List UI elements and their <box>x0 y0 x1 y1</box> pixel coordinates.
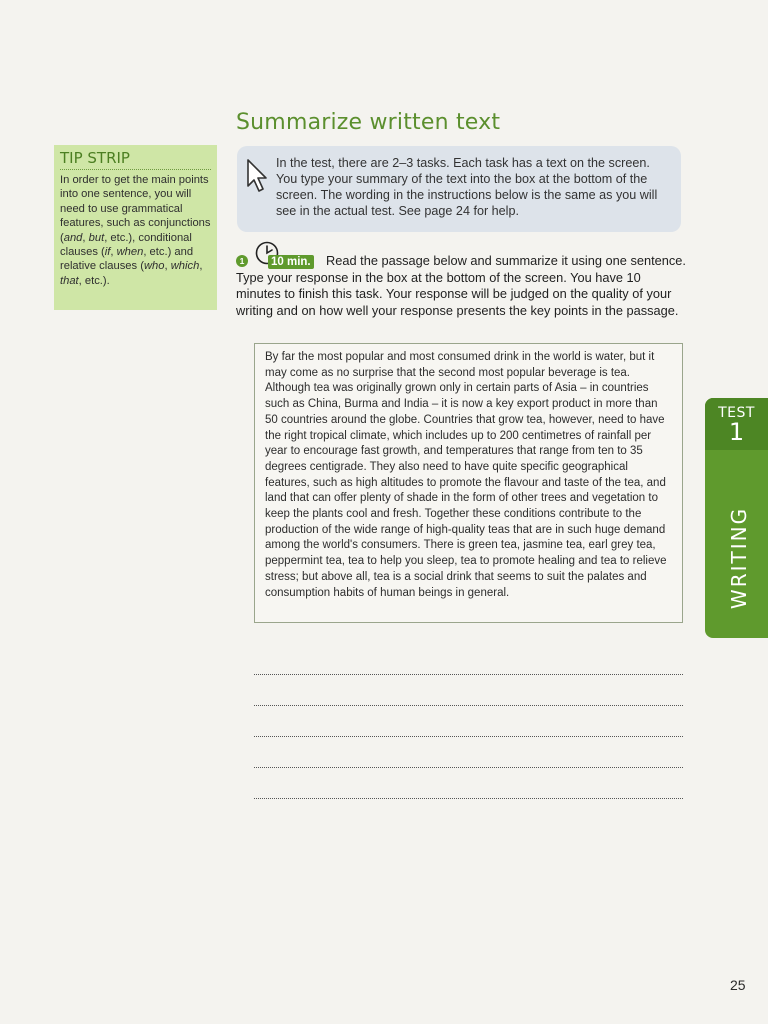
tip-strip-text <box>60 173 211 288</box>
timer <box>254 240 320 272</box>
answer-line-1[interactable] <box>254 674 683 675</box>
side-tab <box>705 398 768 638</box>
tip-word-who: who <box>143 260 165 273</box>
tip-word-if: if <box>104 246 111 259</box>
tip-sep-4: , <box>199 260 203 273</box>
test-number: 1 <box>728 418 745 446</box>
answer-line-4[interactable] <box>254 767 683 768</box>
tip-word-when: when <box>116 246 144 259</box>
info-box <box>237 146 681 232</box>
passage-box <box>254 343 683 623</box>
tip-word-but: but <box>88 231 105 244</box>
tip-text-4: , etc.). <box>78 274 110 287</box>
instruction-line-1: Read the passage below and summarize it using one sentence. <box>326 253 686 268</box>
tip-strip-title: TIP STRIP <box>60 149 211 170</box>
tip-sep-1: , <box>82 231 89 244</box>
tip-text-3: , etc.) and relative clauses ( <box>60 246 194 273</box>
answer-line-2[interactable] <box>254 705 683 706</box>
section-label: WRITING <box>727 506 751 610</box>
test-label-block <box>705 398 768 450</box>
answer-line-5[interactable] <box>254 798 683 799</box>
tip-sep-3: , <box>164 260 171 273</box>
tip-text-1: In order to get the main points into one sentence, you will need to use grammatical features, such as conjunctions ( <box>60 174 211 244</box>
tip-word-that: that <box>60 274 79 287</box>
cursor-arrow-icon <box>245 158 271 194</box>
page-number: 25 <box>730 977 746 993</box>
tip-word-and: and <box>63 231 83 244</box>
tip-word-which: which <box>170 260 200 273</box>
tip-sep-2: , <box>110 246 117 259</box>
instruction-rest: Type your response in the box at the bottom of the screen. You have 10 minutes to finish this task. Your response will be judged on the quality of your writing and on how well your response presents the key points in the passage. <box>236 269 679 318</box>
step-number-badge: 1 <box>236 255 248 267</box>
info-text: In the test, there are 2–3 tasks. Each task has a text on the screen. You type your summary of the text into the box at the bottom of the screen. The wording in the instructions below is the same as you will see in the actual test. See page 24 for help. <box>276 156 658 218</box>
test-label: TEST <box>718 405 755 421</box>
tip-strip <box>54 145 217 310</box>
page-title: Summarize written text <box>236 110 501 135</box>
task-instruction <box>236 240 688 319</box>
passage-text: By far the most popular and most consumed drink in the world is water, but it may come as no surprise that the second most popular beverage is tea. Although tea was originally grown only in certain parts of Asia – in countries such as China, Burma and India – it is now a key export product in more than 50 countries around the globe. Countries that grow tea, however, need to have the right tropical climate, which includes up to 200 centimetres of rainfall per year to encourage fast growth, and temperatures that range from ten to 35 degrees centigrade. They also need to have quite specific geographical features, such as high altitudes to promote the flavour and taste of the tea, and land that can offer plenty of shade in the form of other trees and vegetation to keep the plants cool and fresh. Together these conditions contribute to the production of the wide range of high-quality teas that are in such huge demand among the world's consumers. There is green tea, jasmine tea, earl grey tea, peppermint tea, tea to help you sleep, tea to promote healing and tea to relieve stress; but above all, tea is a social drink that seems to suit the palates and consumption habits of human beings in general. <box>265 351 667 599</box>
tip-text-2: , etc.), conditional clauses ( <box>60 231 192 259</box>
answer-line-3[interactable] <box>254 736 683 737</box>
time-badge: 10 min. <box>268 255 314 269</box>
